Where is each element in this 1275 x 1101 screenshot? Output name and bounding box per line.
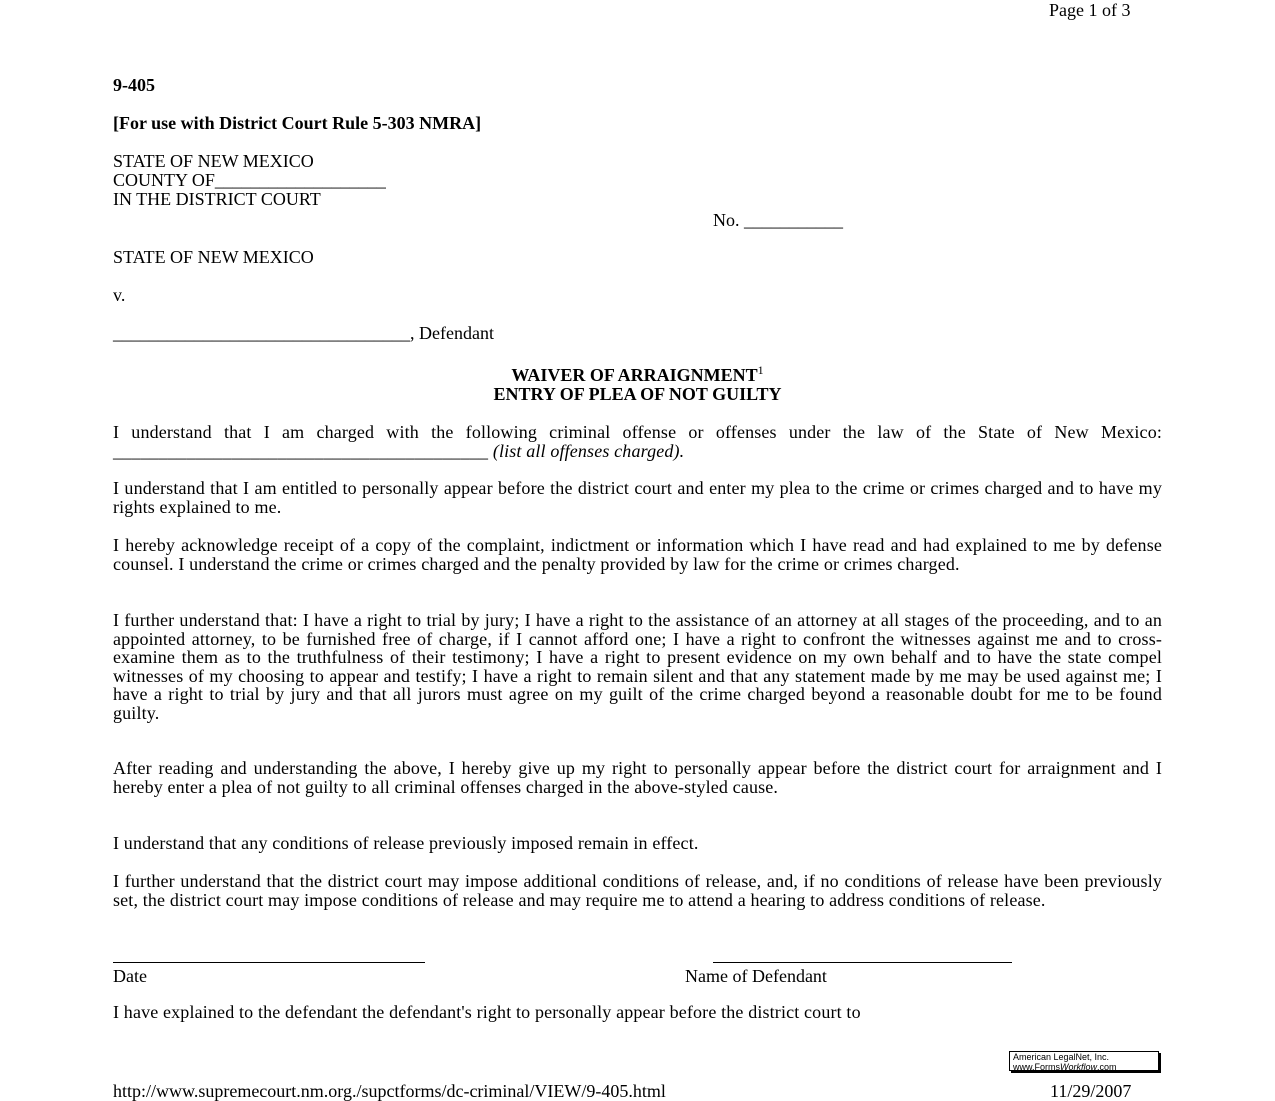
page-number: Page 1 of 3 bbox=[1049, 0, 1131, 20]
paragraph-appearance-right: I understand that I am entitled to personally appear before the district court and enter my plea to the crime or crimes charged and to have my rights explained to me. bbox=[113, 478, 1162, 517]
title-text: WAIVER OF ARRAIGNMENT bbox=[511, 365, 758, 385]
publisher-badge bbox=[1009, 1051, 1159, 1071]
document-title-line1 bbox=[113, 365, 1162, 385]
caption-court: IN THE DISTRICT COURT bbox=[113, 189, 321, 209]
footer-url[interactable]: http://www.supremecourt.nm.org./supctforms/dc-criminal/VIEW/9-405.html bbox=[113, 1081, 666, 1101]
paragraph-waiver: After reading and understanding the above, I hereby give up my right to personally appear before the district court for arraignment and I hereby enter a plea of not guilty to all criminal offenses charged in the above-styled cause. bbox=[113, 758, 1162, 797]
form-number: 9-405 bbox=[113, 75, 155, 95]
defendant-line: _________________________________, Defendant bbox=[113, 323, 494, 343]
caption-state: STATE OF NEW MEXICO bbox=[113, 151, 314, 171]
paragraph-acknowledgment: I hereby acknowledge receipt of a copy of the complaint, indictment or information which I have read and had explained to me by defense counsel. I understand the crime or crimes charged and the penalty provided by law for the crime or crimes charged. bbox=[113, 535, 1162, 574]
case-number: No. ___________ bbox=[713, 210, 843, 230]
form-rule-reference: [For use with District Court Rule 5-303 NMRA] bbox=[113, 113, 482, 133]
date-signature-line[interactable] bbox=[113, 962, 425, 963]
defendant-signature-line[interactable] bbox=[713, 962, 1012, 963]
footnote-mark: 1 bbox=[757, 363, 764, 377]
charges-instruction: (list all offenses charged). bbox=[492, 440, 685, 461]
caption-plaintiff: STATE OF NEW MEXICO bbox=[113, 247, 314, 267]
caption-county: COUNTY OF___________________ bbox=[113, 170, 386, 190]
badge-website: www.FormsWorkflow.com bbox=[1013, 1061, 1117, 1072]
charges-text: I understand that I am charged with the following criminal offense or offenses under the law of the State of New Mexico: _________________________________________ bbox=[113, 422, 1162, 461]
footer-date: 11/29/2007 bbox=[1050, 1081, 1132, 1101]
badge-company: American LegalNet, Inc. bbox=[1013, 1052, 1110, 1062]
document-title-line2: ENTRY OF PLEA OF NOT GUILTY bbox=[493, 384, 782, 404]
paragraph-conditions-in-effect: I understand that any conditions of release previously imposed remain in effect. bbox=[113, 833, 699, 853]
paragraph-rights: I further understand that: I have a right to trial by jury; I have a right to the assistance of an attorney at all stages of the proceeding, and to an appointed attorney, to be furnished free of charge, if I cannot afford one; I have a right to confront the witnesses against me and to cross-examine them as to the truthfulness of their testimony; I have a right to present evidence on my own behalf and to have the state compel witnesses of my choosing to appear and testify; I have a right to remain silent and that any statement made by me may be used against me; I have a right to trial by jury and that all jurors must agree on my guilt of the crime charged beyond a reasonable doubt for me to be found guilty. bbox=[113, 610, 1162, 723]
caption-versus: v. bbox=[113, 285, 126, 305]
paragraph-charges bbox=[113, 423, 1162, 460]
paragraph-additional-conditions: I further understand that the district court may impose additional conditions of release, and, if no conditions of release have been previously set, the district court may impose conditions of release and may require me to attend a hearing to address conditions of release. bbox=[113, 871, 1162, 910]
paragraph-counsel-statement: I have explained to the defendant the defendant's right to personally appear before the district court to bbox=[113, 1002, 861, 1022]
date-label: Date bbox=[113, 966, 147, 986]
defendant-name-label: Name of Defendant bbox=[685, 966, 827, 986]
